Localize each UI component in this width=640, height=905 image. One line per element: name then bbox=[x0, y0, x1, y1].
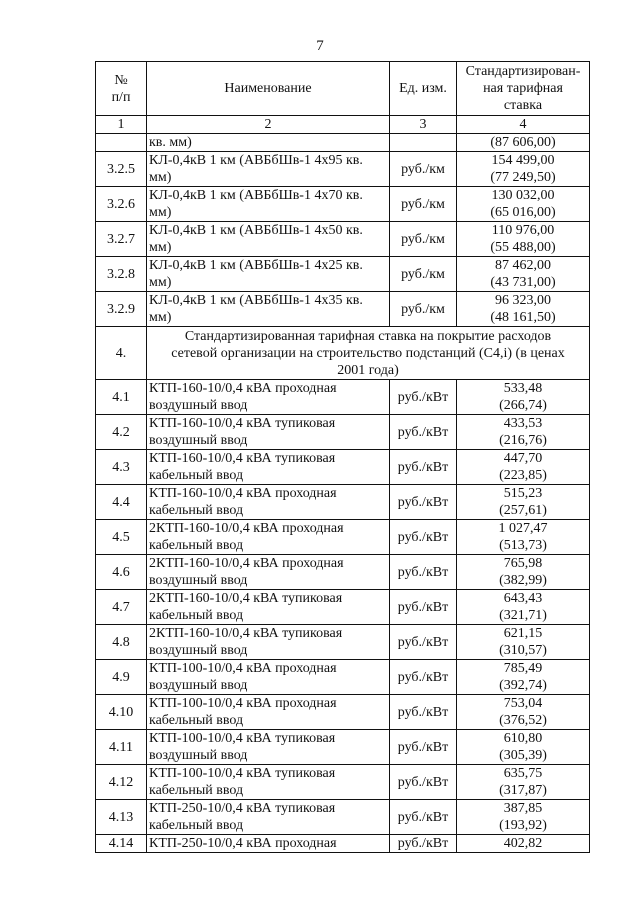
row-name: КЛ-0,4кВ 1 км (АВБбШв-1 4х25 кв. мм) bbox=[147, 257, 390, 292]
table-header-row bbox=[96, 62, 590, 116]
table-row bbox=[96, 187, 590, 222]
table-row bbox=[96, 625, 590, 660]
row-value: 110 976,00 (55 488,00) bbox=[457, 222, 590, 257]
row-number: 4.2 bbox=[96, 415, 147, 450]
row-unit: руб./кВт bbox=[390, 800, 457, 835]
row-unit: руб./кВт bbox=[390, 625, 457, 660]
column-index-cell: 2 bbox=[147, 116, 390, 134]
row-number: 4.6 bbox=[96, 555, 147, 590]
row-unit: руб./км bbox=[390, 222, 457, 257]
row-name: КТП-250-10/0,4 кВА проходная bbox=[147, 835, 390, 853]
row-value: 154 499,00 (77 249,50) bbox=[457, 152, 590, 187]
row-unit bbox=[390, 134, 457, 152]
row-name: КТП-250-10/0,4 кВА тупиковая кабельный ввод bbox=[147, 800, 390, 835]
row-name: КТП-160-10/0,4 кВА тупиковая воздушный ввод bbox=[147, 415, 390, 450]
table-row bbox=[96, 257, 590, 292]
row-unit: руб./км bbox=[390, 257, 457, 292]
table-row bbox=[96, 292, 590, 327]
table-row bbox=[96, 800, 590, 835]
row-value: 610,80 (305,39) bbox=[457, 730, 590, 765]
row-unit: руб./км bbox=[390, 292, 457, 327]
row-unit: руб./кВт bbox=[390, 695, 457, 730]
section-row bbox=[96, 327, 590, 380]
row-name: КЛ-0,4кВ 1 км (АВБбШв-1 4х95 кв. мм) bbox=[147, 152, 390, 187]
table-row bbox=[96, 590, 590, 625]
row-unit: руб./кВт bbox=[390, 485, 457, 520]
row-number: 4.7 bbox=[96, 590, 147, 625]
row-name: КЛ-0,4кВ 1 км (АВБбШв-1 4х50 кв. мм) bbox=[147, 222, 390, 257]
table-row bbox=[96, 222, 590, 257]
table-row bbox=[96, 555, 590, 590]
table-row bbox=[96, 134, 590, 152]
row-number: 3.2.7 bbox=[96, 222, 147, 257]
row-name: КТП-160-10/0,4 кВА проходная воздушный ввод bbox=[147, 380, 390, 415]
row-unit: руб./кВт bbox=[390, 520, 457, 555]
row-value: 96 323,00 (48 161,50) bbox=[457, 292, 590, 327]
row-name: КТП-100-10/0,4 кВА проходная кабельный ввод bbox=[147, 695, 390, 730]
row-value: 387,85 (193,92) bbox=[457, 800, 590, 835]
table-row bbox=[96, 730, 590, 765]
column-index-cell: 1 bbox=[96, 116, 147, 134]
row-name: КТП-100-10/0,4 кВА тупиковая кабельный ввод bbox=[147, 765, 390, 800]
row-number: 3.2.6 bbox=[96, 187, 147, 222]
row-value: 447,70 (223,85) bbox=[457, 450, 590, 485]
row-number: 4.12 bbox=[96, 765, 147, 800]
column-index-cell: 4 bbox=[457, 116, 590, 134]
row-value: 87 462,00 (43 731,00) bbox=[457, 257, 590, 292]
row-value: 402,82 bbox=[457, 835, 590, 853]
table-row bbox=[96, 415, 590, 450]
row-number: 4.8 bbox=[96, 625, 147, 660]
table-row bbox=[96, 485, 590, 520]
column-index-row bbox=[96, 116, 590, 134]
row-unit: руб./кВт bbox=[390, 835, 457, 853]
row-value: 433,53 (216,76) bbox=[457, 415, 590, 450]
row-name: 2КТП-160-10/0,4 кВА тупиковая воздушный ввод bbox=[147, 625, 390, 660]
table-row bbox=[96, 450, 590, 485]
row-number: 4.11 bbox=[96, 730, 147, 765]
row-value: 643,43 (321,71) bbox=[457, 590, 590, 625]
row-unit: руб./кВт bbox=[390, 730, 457, 765]
row-number: 4. bbox=[96, 327, 147, 380]
row-name: КТП-100-10/0,4 кВА тупиковая воздушный ввод bbox=[147, 730, 390, 765]
column-index-cell: 3 bbox=[390, 116, 457, 134]
row-value: 515,23 (257,61) bbox=[457, 485, 590, 520]
table-row bbox=[96, 152, 590, 187]
row-value: 621,15 (310,57) bbox=[457, 625, 590, 660]
page-number: 7 bbox=[316, 38, 324, 54]
row-name: КТП-100-10/0,4 кВА проходная воздушный ввод bbox=[147, 660, 390, 695]
header-unit: Ед. изм. bbox=[390, 62, 457, 116]
tariff-table bbox=[95, 61, 590, 853]
row-name: 2КТП-160-10/0,4 кВА проходная кабельный ввод bbox=[147, 520, 390, 555]
row-unit: руб./кВт bbox=[390, 660, 457, 695]
row-unit: руб./км bbox=[390, 152, 457, 187]
row-number: 4.14 bbox=[96, 835, 147, 853]
table-row bbox=[96, 520, 590, 555]
row-name: 2КТП-160-10/0,4 кВА проходная воздушный ввод bbox=[147, 555, 390, 590]
row-name: 2КТП-160-10/0,4 кВА тупиковая кабельный ввод bbox=[147, 590, 390, 625]
table-row bbox=[96, 765, 590, 800]
header-rate: Стандартизирован- ная тарифная ставка bbox=[457, 62, 590, 116]
row-name: КТП-160-10/0,4 кВА проходная кабельный ввод bbox=[147, 485, 390, 520]
row-number: 4.10 bbox=[96, 695, 147, 730]
row-number bbox=[96, 134, 147, 152]
row-number: 4.13 bbox=[96, 800, 147, 835]
row-unit: руб./км bbox=[390, 187, 457, 222]
row-number: 4.4 bbox=[96, 485, 147, 520]
row-unit: руб./кВт bbox=[390, 765, 457, 800]
row-name: кв. мм) bbox=[147, 134, 390, 152]
table-row bbox=[96, 835, 590, 853]
row-unit: руб./кВт bbox=[390, 380, 457, 415]
row-number: 4.1 bbox=[96, 380, 147, 415]
table-row bbox=[96, 380, 590, 415]
row-name: КЛ-0,4кВ 1 км (АВБбШв-1 4х70 кв. мм) bbox=[147, 187, 390, 222]
table-row bbox=[96, 660, 590, 695]
row-number: 4.3 bbox=[96, 450, 147, 485]
row-number: 4.9 bbox=[96, 660, 147, 695]
row-number: 3.2.9 bbox=[96, 292, 147, 327]
row-value: 785,49 (392,74) bbox=[457, 660, 590, 695]
row-value: 765,98 (382,99) bbox=[457, 555, 590, 590]
row-name: КТП-160-10/0,4 кВА тупиковая кабельный ввод bbox=[147, 450, 390, 485]
row-name: КЛ-0,4кВ 1 км (АВБбШв-1 4х35 кв. мм) bbox=[147, 292, 390, 327]
row-unit: руб./кВт bbox=[390, 450, 457, 485]
row-number: 4.5 bbox=[96, 520, 147, 555]
header-name: Наименование bbox=[147, 62, 390, 116]
row-unit: руб./кВт bbox=[390, 415, 457, 450]
table-row bbox=[96, 695, 590, 730]
row-value: 533,48 (266,74) bbox=[457, 380, 590, 415]
row-value: 1 027,47 (513,73) bbox=[457, 520, 590, 555]
row-number: 3.2.5 bbox=[96, 152, 147, 187]
row-value: 635,75 (317,87) bbox=[457, 765, 590, 800]
row-unit: руб./кВт bbox=[390, 590, 457, 625]
row-value: 130 032,00 (65 016,00) bbox=[457, 187, 590, 222]
row-unit: руб./кВт bbox=[390, 555, 457, 590]
section-title: Стандартизированная тарифная ставка на покрытие расходов сетевой организации на строительство подстанций (С4,i) (в ценах 2001 года) bbox=[147, 327, 590, 380]
row-number: 3.2.8 bbox=[96, 257, 147, 292]
header-num: № п/п bbox=[96, 62, 147, 116]
row-value: (87 606,00) bbox=[457, 134, 590, 152]
row-value: 753,04 (376,52) bbox=[457, 695, 590, 730]
